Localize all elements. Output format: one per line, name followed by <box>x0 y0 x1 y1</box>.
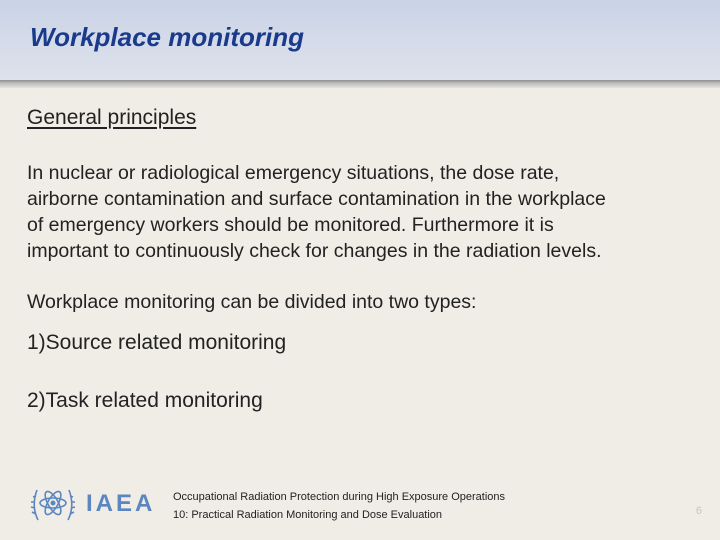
footer-course-info <box>173 488 505 524</box>
page-number: 6 <box>695 505 702 517</box>
section-subheading: General principles <box>27 106 197 129</box>
type-source-related: 1)Source related monitoring <box>27 331 287 354</box>
iaea-emblem-icon <box>28 480 78 528</box>
paragraph-line: In nuclear or radiological emergency situations, the dose rate, <box>27 162 560 184</box>
type-task-related: 2)Task related monitoring <box>27 389 263 412</box>
footer-module-title: 10: Practical Radiation Monitoring and Dose Evaluation <box>173 509 443 521</box>
footer-course-title: Occupational Radiation Protection during High Exposure Operations <box>173 491 506 503</box>
types-intro: Workplace monitoring can be divided into two types: <box>27 291 477 313</box>
principles-paragraph <box>27 160 707 264</box>
slide-header <box>0 0 720 80</box>
paragraph-line: of emergency workers should be monitored. Furthermore it is <box>27 214 554 236</box>
paragraph-line: important to continuously check for changes in the radiation levels. <box>27 240 602 262</box>
iaea-logo-text: IAEA <box>86 490 156 517</box>
paragraph-line: airborne contamination and surface contamination in the workplace <box>27 188 606 210</box>
header-divider <box>0 80 720 88</box>
slide-title: Workplace monitoring <box>30 22 304 52</box>
iaea-logo <box>28 480 155 528</box>
